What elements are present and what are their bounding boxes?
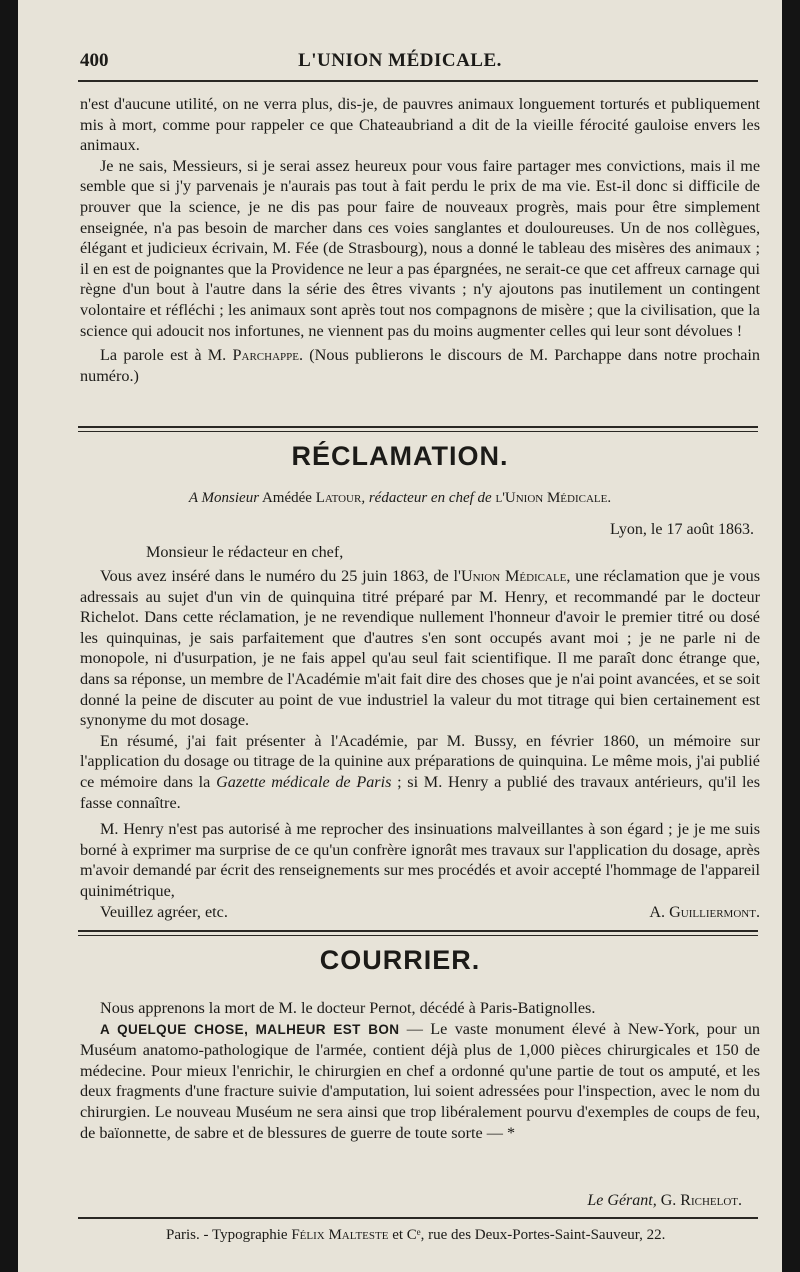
letter-dateline: Lyon, le 17 août 1863. [610, 521, 754, 538]
speech-paragraph-1: n'est d'aucune utilité, on ne verra plus, dis-je, de pauvres animaux longuement torturés et publiquement mis à mort, comme pour rappeler ce que Chateaubriand a dit de la vieille férocité gauloise envers les animaux. [80, 95, 760, 155]
reclamation-paragraph-3: M. Henry n'est pas autorisé à me reprocher des insinuations malveillantes à son égard ; je je me suis borné à exprimer ma surprise de ce qu'un confrère ignorât mes travaux sur l'application du dosage, après m'avoir demandé par écrit des renseignements sur mes procédés et avoir accepté l'hommage de l'appareil quinimétrique, [80, 820, 760, 900]
speaker-name: Parchappe [232, 346, 299, 365]
section-rule-top [78, 426, 758, 428]
gerant-signature: Le Gérant, G. Richelot. [587, 1192, 742, 1209]
running-title: L'UNION MÉDICALE. [298, 50, 502, 71]
letter-signature: A. Guilliermont. [649, 902, 760, 921]
courrier-heading: COURRIER. [319, 945, 481, 975]
newspaper-page [18, 0, 782, 1272]
letter-salutation: Monsieur le rédacteur en chef, [146, 543, 344, 561]
section-rule-top-2 [78, 930, 758, 932]
speech-paragraph-2: Je ne sais, Messieurs, si je serai assez heureux pour vous faire partager mes convictions, mais il me semble que si j'y parvenais je n'aurais pas tout à fait perdu le prix de ma vie. Est-il donc si difficile de prouver que la science, je ne dis pas pour faire de nouveaux progrès, mais pour être simplement enseignée, n'a pas besoin de marcher dans ces voies sanglantes et douloureuses. Un de nos collègues, élégant et judicieux écrivain, M. Fée (de Strasbourg), nous a donné le tableau des misères des animaux ; il en est de poignantes que la Providence ne leur a pas épargnées, ne serait-ce que cet affreux carnage qui règne d'un bout à l'autre dans la série des êtres vivants ; n'y ajoutons pas inutilement un contingent volontaire et réfléchi ; les animaux sont après tout nos compagnons de misère ; que la civilisation, que la science qui adoucit nos infortunes, ne viennent pas du moins augmenter celles qui leur sont dévolues ! [80, 156, 760, 340]
letter-closing-row [80, 902, 760, 923]
printer-imprint: Paris. - Typographie Félix Malteste et Cᵉ, rue des Deux-Portes-Saint-Sauveur, 22. [166, 1227, 666, 1243]
page-number: 400 [80, 50, 109, 71]
reclamation-body [80, 566, 760, 922]
courrier-paragraph-1: Nous apprenons la mort de M. le docteur Pernot, décédé à Paris-Batignolles. [100, 999, 596, 1017]
courrier-body [80, 998, 760, 1143]
section-rule-bottom-2 [78, 935, 758, 936]
courrier-paragraph-2: A QUELQUE CHOSE, MALHEUR EST BON — Le vaste monument élevé à New-York, pour un Muséum anatomo-pathologique de l'armée, contient déjà plus de 1,000 pièces chirurgicales et 150 de médecine. Pour mieux l'enrichir, le chirurgien en chef a ordonné qu'une partie de tout os amputé, et les deux fragments d'une fracture suivie d'amputation, lui soient adressées pour l'inspection, avec le nom du chirurgien. Le nouveau Muséum ne sera ainsi que trop libéralement pourvu d'exemples de coups de feu, de baïonnette, de sabre et de blessures de guerre de toute sorte — * [80, 1019, 760, 1142]
speech-paragraph-3: La parole est à M. Parchappe. (Nous publierons le discours de M. Parchappe dans notre prochain numéro.) [80, 346, 760, 385]
letter-address: A Monsieur Amédée Latour, rédacteur en chef de l'Union Médicale. [188, 490, 612, 506]
speech-continuation [80, 94, 760, 386]
footer-rule [78, 1217, 758, 1219]
reclamation-paragraph-1: Vous avez inséré dans le numéro du 25 juin 1863, de l'Union Médicale, une réclamation que je vous adressais au sujet d'un vin de quinquina titré préparé par M. Henry, et recommandé par le docteur Richelot. Dans cette réclamation, je ne revendique nullement l'honneur d'avoir le premier titré ou dosé les quinquinas, je sais parfaitement que d'autres s'en sont occupés avant moi ; je ne parle ni de monopole, ni d'usurpation, je ne fais appel qu'au seul fait scientifique. Il me paraît donc étrange que, dans sa réponse, un membre de l'Académie m'ait fait dire des choses que je n'ai point avancées, et se soit donné la peine de discuter au point de vue industriel la valeur du mot titrage qui bien certainement est synonyme du mot dosage. [80, 567, 760, 730]
reclamation-paragraph-2: En résumé, j'ai fait présenter à l'Académie, par M. Bussy, en février 1860, un mémoire sur l'application du dosage ou titrage de la quinine aux préparations de quinquina. Le même mois, j'ai publié ce mémoire dans la Gazette médicale de Paris ; si M. Henry a publié des travaux antérieurs, qu'il les fasse connaître. [80, 731, 760, 812]
reclamation-heading: RÉCLAMATION. [291, 441, 509, 471]
letter-closing: Veuillez agréer, etc. [100, 902, 228, 921]
section-rule-bottom [78, 431, 758, 432]
courrier-kicker: A QUELQUE CHOSE, MALHEUR EST BON [100, 1021, 400, 1037]
header-rule [78, 80, 758, 82]
